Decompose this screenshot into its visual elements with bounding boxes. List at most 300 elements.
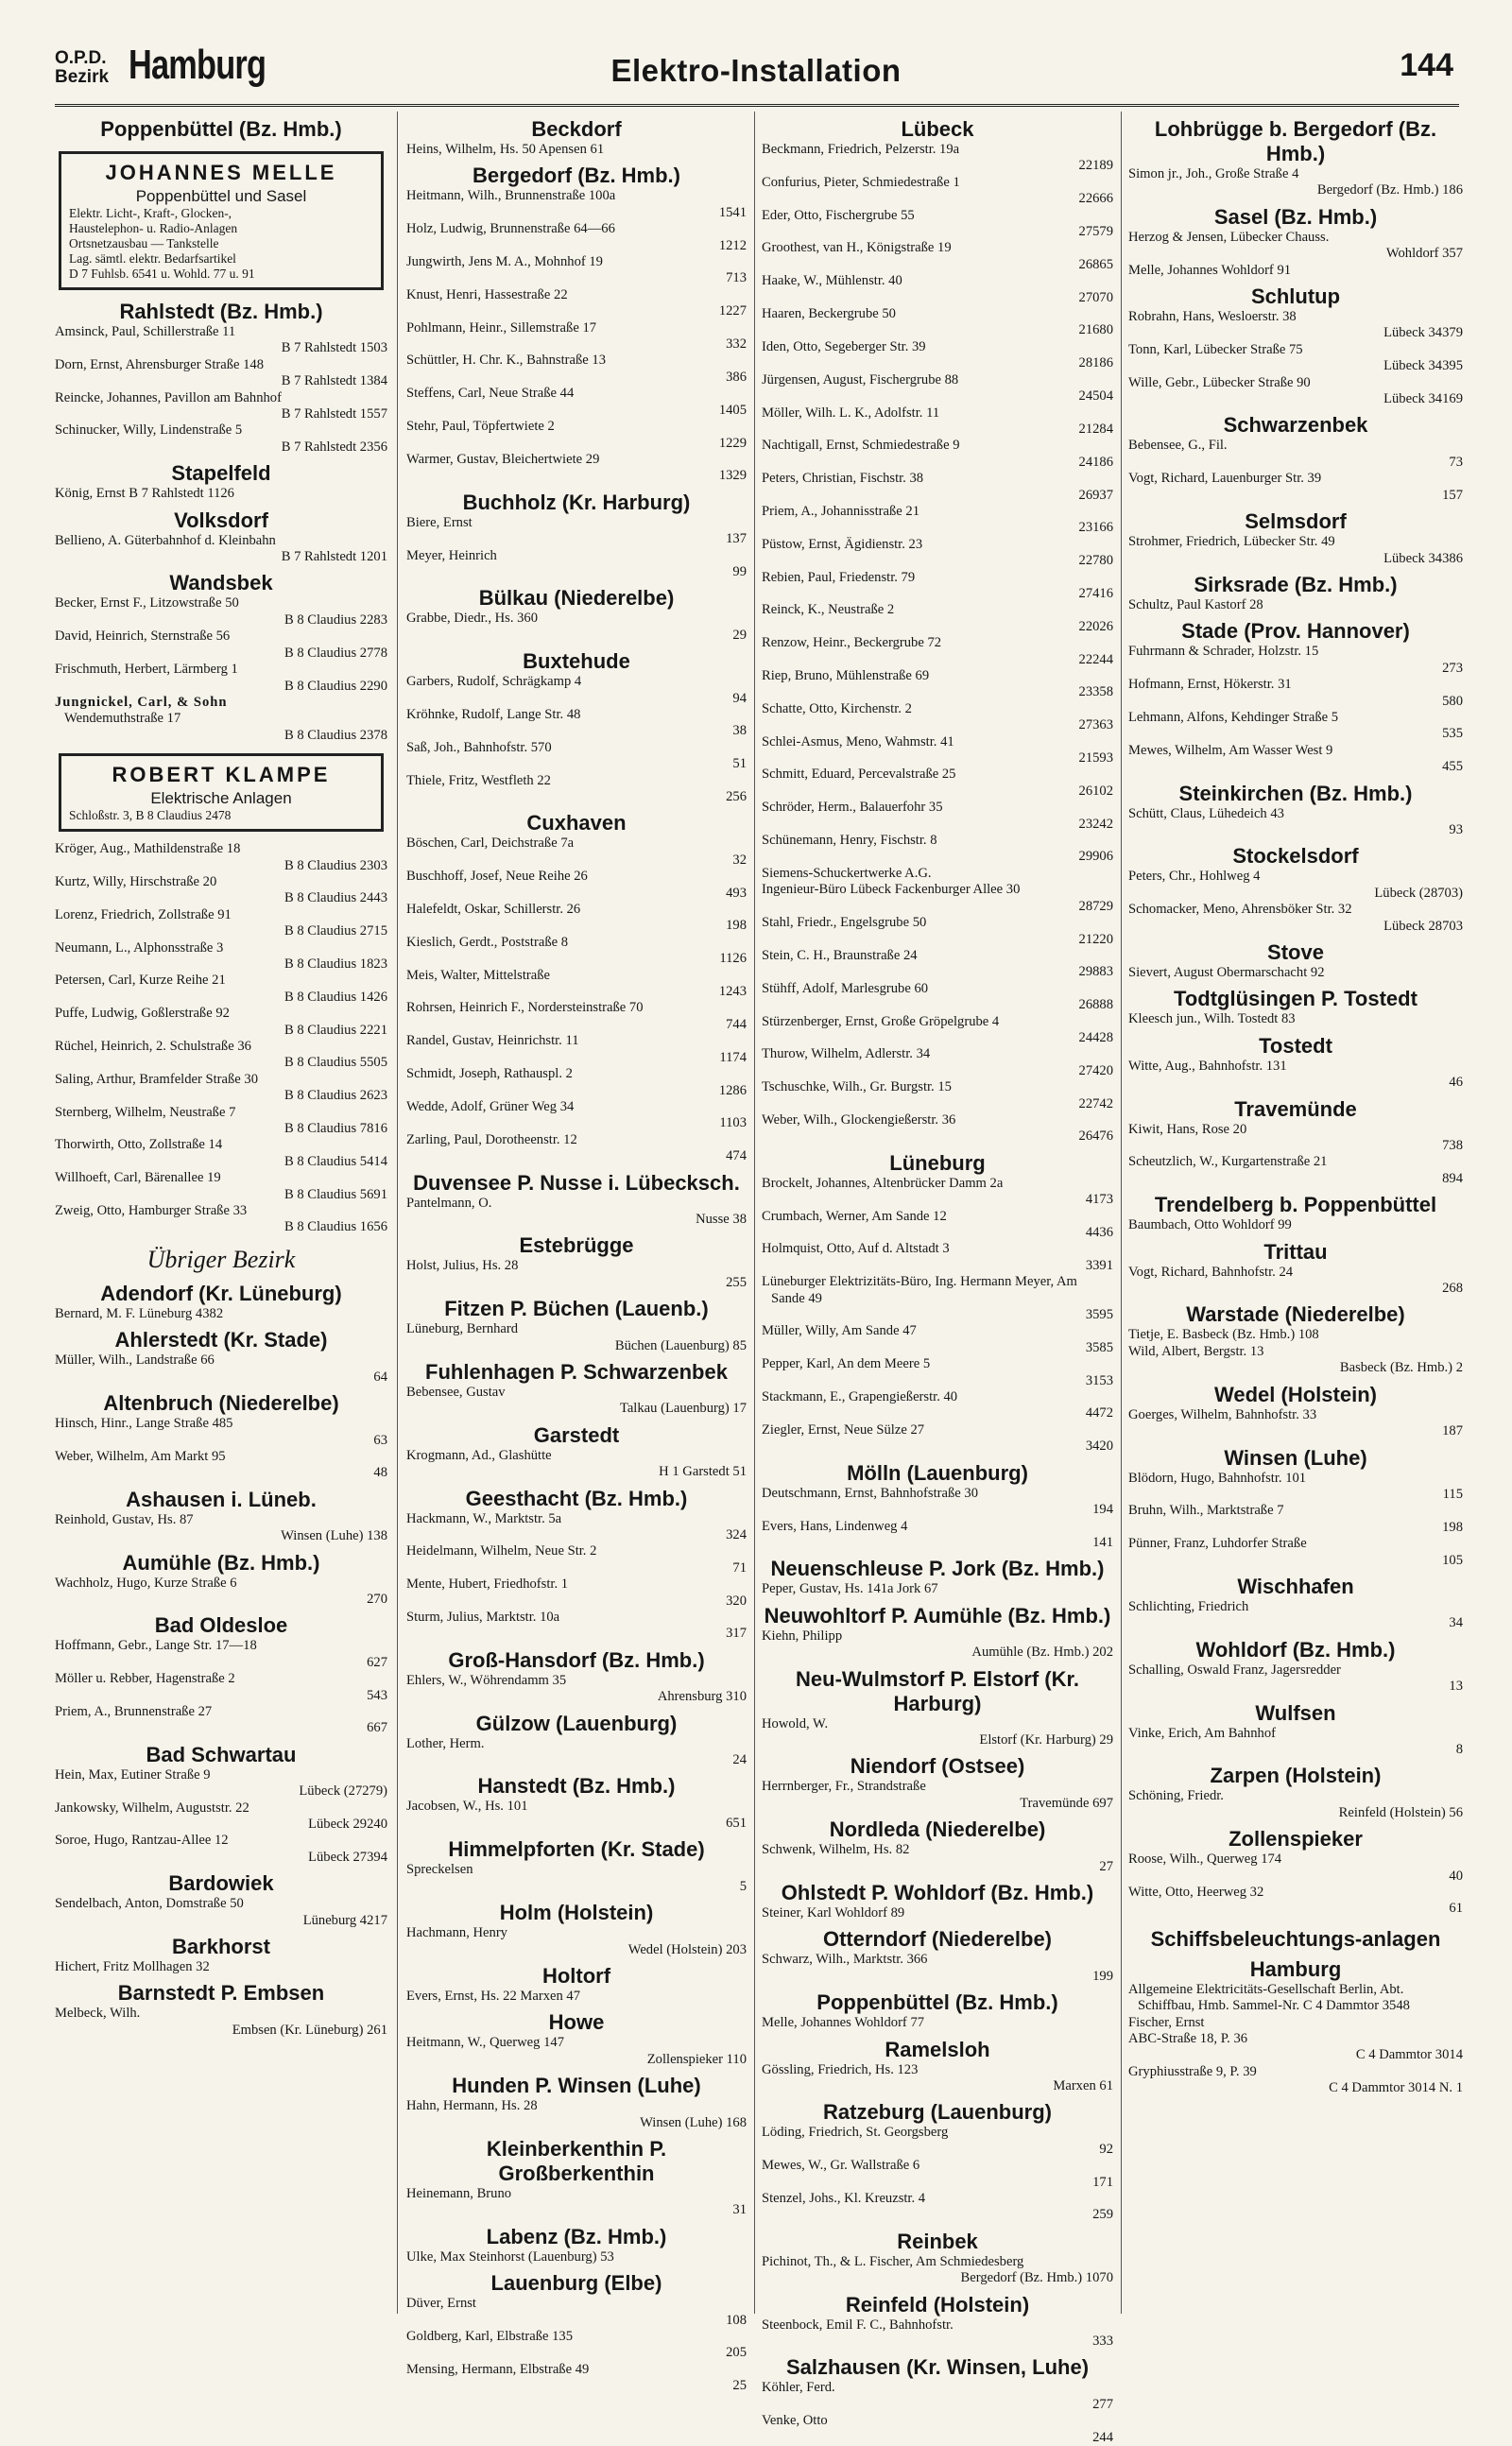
place-heading: Lauenburg (Elbe) <box>490 2271 662 2296</box>
entry-name: Zweig, Otto, Hamburger Straße 33 <box>55 1203 248 1219</box>
entry-name: Kiwit, Hans, Rose 20 <box>1128 1121 1247 1137</box>
column-2 <box>406 112 747 2394</box>
place-heading: Salzhausen (Kr. Winsen, Luhe) <box>785 2355 1090 2380</box>
list-item <box>762 1628 1113 1662</box>
list-item <box>762 1241 1113 1274</box>
entry-name: Zarling, Paul, Dorotheenstr. 12 <box>406 1131 577 1147</box>
entry-phone: Lübeck 34379 <box>1383 325 1463 341</box>
list-item <box>762 339 1113 372</box>
place-heading: Ramelsloh <box>885 2037 990 2061</box>
entry-phone: 27 <box>1099 1858 1113 1874</box>
entry-phone: 24428 <box>1078 1029 1113 1045</box>
entry-name: David, Heinrich, Sternstraße 56 <box>55 629 231 645</box>
entry-phone: 22244 <box>1078 651 1113 667</box>
advert-johannes-melle <box>59 151 384 290</box>
entry-phone: Wohldorf 357 <box>1385 246 1463 262</box>
entry-phone: 32 <box>732 852 747 868</box>
entry-name: Schalling, Oswald Franz, Jagersredder <box>1128 1662 1341 1678</box>
entry-phone: B 8 Claudius 1426 <box>284 989 387 1005</box>
entry-name: Becker, Ernst F., Litzowstraße 50 <box>55 595 239 612</box>
list-item <box>55 1800 387 1834</box>
entry-phone: 259 <box>1092 2207 1113 2223</box>
list-item <box>55 1512 387 1545</box>
entry-name: Dorn, Ernst, Ahrensburger Straße 148 <box>55 356 265 372</box>
entry-name: Kurtz, Willy, Hirschstraße 20 <box>55 873 217 889</box>
entry-name: Rohrsen, Heinrich F., Nordersteinstraße 70 <box>406 1000 644 1016</box>
entry-phone: 22780 <box>1078 553 1113 569</box>
list-item <box>1128 1885 1463 1918</box>
list-item <box>55 1416 387 1449</box>
place-list <box>762 117 1113 2446</box>
list-item <box>406 707 747 740</box>
entry-phone: 3153 <box>1085 1372 1113 1388</box>
list-item <box>1128 710 1463 743</box>
place-heading: Howe <box>548 2010 605 2035</box>
list-item <box>55 324 387 357</box>
entry-phone: B 8 Claudius 5505 <box>284 1055 387 1071</box>
entry-phone: Winsen (Luhe) 168 <box>640 2114 747 2130</box>
advert-line: Elektr. Licht-, Kraft-, Glocken-, <box>69 206 232 220</box>
entry-name: Fuhrmann & Schrader, Holzstr. 15 <box>1128 644 1319 660</box>
list-item <box>762 882 1113 915</box>
entry-phone: Büchen (Lauenburg) 85 <box>614 1337 747 1353</box>
place-list <box>406 117 747 2395</box>
entry-phone: Lübeck 34386 <box>1383 550 1463 566</box>
entry-name: ABC-Straße 18, P. 36 <box>1128 2031 1248 2047</box>
list-item <box>1128 263 1463 279</box>
place-heading: Trittau <box>1263 1239 1328 1264</box>
place-heading: Stockelsdorf <box>1232 844 1359 869</box>
entry-name: Melle, Johannes Wohldorf 77 <box>762 2015 925 2031</box>
list-item <box>55 422 387 456</box>
entry-phone: B 8 Claudius 2715 <box>284 923 387 939</box>
entry-phone: 713 <box>726 270 747 286</box>
entry-name: Steiner, Karl Wohldorf 89 <box>762 1904 905 1921</box>
entry-name: Amsinck, Paul, Schillerstraße 11 <box>55 324 236 339</box>
entry-name: Holst, Julius, Hs. 28 <box>406 1258 519 1274</box>
entry-phone: 21284 <box>1078 421 1113 437</box>
list-item <box>762 1079 1113 1112</box>
entry-name: Stahl, Friedr., Engelsgrube 50 <box>762 915 927 931</box>
place-list <box>1128 117 1463 1918</box>
entry-name: Peper, Gustav, Hs. 141a Jork 67 <box>762 1581 938 1597</box>
place-heading: Garstedt <box>533 1422 620 1447</box>
entry-name: Herzog & Jensen, Lübecker Chauss. <box>1128 229 1330 245</box>
entry-phone: 255 <box>726 1274 747 1290</box>
entry-name: Pantelmann, O. <box>406 1195 492 1211</box>
entry-phone: B 8 Claudius 2303 <box>284 857 387 873</box>
place-heading: Groß-Hansdorf (Bz. Hmb.) <box>448 1647 705 1672</box>
entry-phone: 40 <box>1449 1868 1463 1884</box>
entry-phone: 26102 <box>1078 783 1113 799</box>
entry-name: Thorwirth, Otto, Zollstraße 14 <box>55 1137 223 1153</box>
list-item <box>762 1112 1113 1145</box>
place-heading: Bergedorf (Bz. Hmb.) <box>472 164 680 188</box>
entry-name: Löding, Friedrich, St. Georgsberg <box>762 2125 949 2141</box>
list-item <box>406 1543 747 1576</box>
entry-name: Stein, C. H., Braunstraße 24 <box>762 947 918 963</box>
page-number: 144 <box>1400 47 1453 83</box>
section-subtitle: Übriger Bezirk <box>146 1245 296 1273</box>
entry-phone: B 8 Claudius 1656 <box>284 1219 387 1235</box>
place-heading: Adendorf (Kr. Lüneburg) <box>100 1281 342 1305</box>
place-heading: Barkhorst <box>172 1935 270 1959</box>
list-item <box>1128 1407 1463 1440</box>
list-item <box>55 1170 387 1203</box>
list-item <box>762 1014 1113 1047</box>
list-item <box>55 1072 387 1105</box>
list-item <box>762 471 1113 504</box>
entry-address: Wendemuthstraße 17 <box>64 711 181 727</box>
advert-sub: Elektrische Anlagen <box>150 789 292 808</box>
entry-phone: 1329 <box>718 468 747 484</box>
entry-phone: 333 <box>1092 2334 1113 2350</box>
entry-name: Reinhold, Gustav, Hs. 87 <box>55 1511 194 1527</box>
list-item <box>406 1258 747 1291</box>
entry-name: Stackmann, E., Grapengießerstr. 40 <box>762 1389 958 1405</box>
list-item <box>406 2296 747 2329</box>
list-item <box>762 1779 1113 1812</box>
entry-phone: 273 <box>1442 660 1463 676</box>
entry-phone: B 7 Rahlstedt 1557 <box>281 406 387 422</box>
list-item <box>762 635 1113 668</box>
place-heading: Wedel (Holstein) <box>1214 1382 1377 1406</box>
list-item <box>406 221 747 254</box>
place-heading: Mölln (Lauenburg) <box>847 1460 1028 1485</box>
list-item <box>1128 1265 1463 1298</box>
entry-name: Tonn, Karl, Lübecker Straße 75 <box>1128 341 1303 357</box>
list-item <box>55 940 387 973</box>
entry-phone: 744 <box>726 1016 747 1032</box>
entry-name: Heidelmann, Wilhelm, Neue Str. 2 <box>406 1543 597 1559</box>
entry-phone: 61 <box>1449 1901 1463 1917</box>
list-item <box>55 1767 387 1800</box>
entry-phone: 27579 <box>1078 224 1113 240</box>
list-item <box>1128 1662 1463 1696</box>
entry-name: Meyer, Heinrich <box>406 547 497 563</box>
list-item <box>1128 1327 1463 1343</box>
entry-phone: 474 <box>726 1148 747 1164</box>
entry-phone: 157 <box>1442 487 1463 503</box>
entry-name: Heinemann, Bruno <box>406 2185 512 2201</box>
entry-phone: 651 <box>726 1815 747 1831</box>
entry-phone: 34 <box>1449 1615 1463 1631</box>
list-item <box>55 1576 387 1609</box>
entry-phone: B 8 Claudius 7816 <box>284 1121 387 1137</box>
entry-name: Robrahn, Hans, Wesloerstr. 38 <box>1128 309 1297 325</box>
list-item <box>1128 965 1463 981</box>
entry-name: Kiehn, Philipp <box>762 1628 843 1644</box>
list-item <box>1128 806 1463 839</box>
entry-name: Sturm, Julius, Marktstr. 10a <box>406 1610 560 1626</box>
entry-phone: Aumühle (Bz. Hmb.) 202 <box>971 1645 1113 1661</box>
list-item <box>762 833 1113 866</box>
place-heading: Buxtehude <box>523 649 630 674</box>
entry-phone: 332 <box>726 336 747 353</box>
entry-name: Mensing, Hermann, Elbstraße 49 <box>406 2361 590 2377</box>
entry-phone: B 7 Rahlstedt 2356 <box>281 439 387 455</box>
list-item <box>762 142 1113 175</box>
entry-phone: 105 <box>1442 1552 1463 1568</box>
entry-name: Melle, Johannes Wohldorf 91 <box>1128 262 1292 278</box>
entry-name: Lehmann, Alfons, Kehdinger Straße 5 <box>1128 709 1339 725</box>
list-item <box>762 570 1113 603</box>
advert-line: D 7 Fuhlsb. 6541 u. Wohld. 77 u. 91 <box>69 267 255 281</box>
entry-phone: 71 <box>732 1559 747 1576</box>
list-item <box>406 419 747 452</box>
entry-name: Schwenk, Wilhelm, Hs. 82 <box>762 1842 910 1858</box>
entry-phone: Lüneburg 4217 <box>302 1912 387 1928</box>
entry-phone: C 4 Dammtor 3014 <box>1355 2047 1463 2063</box>
entry-name: Steenbock, Emil F. C., Bahnhofstr. <box>762 2317 954 2333</box>
list-item <box>406 353 747 386</box>
entry-name: Müller, Willy, Am Sande 47 <box>762 1323 917 1339</box>
entry-name: Venke, Otto <box>762 2413 828 2429</box>
entry-phone: Elstorf (Kr. Harburg) 29 <box>979 1731 1113 1748</box>
place-heading: Duvensee P. Nusse i. Lübecksch. <box>413 1170 740 1195</box>
entry-phone: 1212 <box>718 237 747 253</box>
list-item <box>1128 644 1463 677</box>
entry-phone: 64 <box>373 1369 387 1385</box>
place-heading: Neuenschleuse P. Jork (Bz. Hmb.) <box>770 1557 1105 1581</box>
entry-name: Deutschmann, Ernst, Bahnhofstraße 30 <box>762 1485 978 1501</box>
place-heading: Poppenbüttel (Bz. Hmb.) <box>100 117 342 141</box>
entry-phone: Lübeck 27394 <box>308 1849 387 1865</box>
entry-phone: 23242 <box>1078 816 1113 832</box>
place-heading: Wischhafen <box>1237 1574 1354 1598</box>
advert-line: Haustelephon- u. Radio-Anlagen <box>69 221 238 235</box>
entry-name: Mente, Hubert, Friedhofstr. 1 <box>406 1576 569 1593</box>
entry-name: Simon jr., Joh., Große Straße 4 <box>1128 166 1299 181</box>
entry-name: Scheutzlich, W., Kurgartenstraße 21 <box>1128 1154 1328 1170</box>
entry-phone: 22189 <box>1078 158 1113 174</box>
entry-name: Haake, W., Mühlenstr. 40 <box>762 273 902 289</box>
place-heading: Nordleda (Niederelbe) <box>829 1817 1046 1842</box>
entry-name: Saling, Arthur, Bramfelder Straße 30 <box>55 1071 259 1087</box>
entry-phone: 115 <box>1442 1486 1463 1502</box>
place-heading: Stove <box>1267 940 1324 964</box>
entry-name: Garbers, Rudolf, Schrägkamp 4 <box>406 674 582 690</box>
entry-phone: B 8 Claudius 2221 <box>284 1022 387 1038</box>
entry-name: Witte, Aug., Bahnhofstr. 131 <box>1128 1058 1287 1074</box>
entry-name: Brockelt, Johannes, Altenbrücker Damm 2a <box>762 1175 1004 1191</box>
entry-phone: 92 <box>1099 2141 1113 2157</box>
list-item <box>1128 2015 1463 2031</box>
directory-columns <box>55 112 1463 2445</box>
entry-phone: Bergedorf (Bz. Hmb.) 186 <box>1316 182 1463 198</box>
entry-name: Kieslich, Gerdt., Poststraße 8 <box>406 934 569 950</box>
list-item <box>1128 471 1463 504</box>
entry-phone: B 8 Claudius 2283 <box>284 612 387 628</box>
entry-list <box>55 841 387 1236</box>
list-item <box>762 1486 1113 1519</box>
entry-name: Haaren, Beckergrube 50 <box>762 306 896 322</box>
place-heading: Niendorf (Ostsee) <box>850 1754 1025 1779</box>
entry-name: Knust, Henri, Hassestraße 22 <box>406 286 568 302</box>
list-item <box>762 2380 1113 2413</box>
entry-name: Kröger, Aug., Mathildenstraße 18 <box>55 841 241 857</box>
entry-list <box>55 324 387 456</box>
entry-phone: 3595 <box>1085 1307 1113 1323</box>
list-item <box>55 1352 387 1386</box>
place-heading: Sirksrade (Bz. Hmb.) <box>1194 572 1398 596</box>
entry-phone: Lübeck (27279) <box>299 1783 387 1800</box>
entry-name: Schüttler, H. Chr. K., Bahnstraße 13 <box>406 353 606 369</box>
list-item <box>762 800 1113 833</box>
list-item <box>1128 1344 1463 1377</box>
entry-name: Vinke, Erich, Am Bahnhof <box>1128 1725 1276 1741</box>
list-item <box>406 1576 747 1610</box>
list-item <box>406 188 747 221</box>
entry-phone: 1243 <box>718 984 747 1000</box>
list-item <box>55 907 387 940</box>
list-item: König, Ernst B 7 Rahlstedt 1126 <box>55 486 234 502</box>
list-item <box>406 935 747 968</box>
entry-phone: 1541 <box>718 204 747 220</box>
place-heading: Zarpen (Holstein) <box>1210 1764 1382 1788</box>
list-item <box>762 1356 1113 1389</box>
column-4 <box>1128 112 1463 2314</box>
list-item <box>1128 1503 1463 1536</box>
entry-name: Evers, Ernst, Hs. 22 Marxen 47 <box>406 1988 581 2004</box>
list-item <box>762 175 1113 208</box>
entry-name: Wedde, Adolf, Grüner Weg 34 <box>406 1098 575 1114</box>
entry-phone: Lübeck 34169 <box>1383 391 1463 407</box>
place-heading: Volksdorf <box>174 508 268 532</box>
list-item <box>406 835 747 869</box>
entry-name: Lorenz, Friedrich, Zollstraße 91 <box>55 906 232 922</box>
column-divider <box>1121 112 1122 2314</box>
entry-name: Nachtigall, Ernst, Schmiedestraße 9 <box>762 438 960 454</box>
place-heading: Fitzen P. Büchen (Lauenb.) <box>444 1297 709 1321</box>
list-item <box>1128 1154 1463 1187</box>
entry-phone: Lübeck 28703 <box>1383 918 1463 934</box>
entry-phone: 27416 <box>1078 585 1113 601</box>
entry-name: Peters, Chr., Hohlweg 4 <box>1128 869 1261 885</box>
entry-phone: 141 <box>1092 1534 1113 1550</box>
advert-line: Lag. sämtl. elektr. Bedarfsartikel <box>69 251 236 266</box>
place-heading: Estebrügge <box>519 1233 634 1258</box>
entry-name: Hoffmann, Gebr., Lange Str. 17—18 <box>55 1638 257 1654</box>
entry-phone: B 8 Claudius 1823 <box>284 956 387 972</box>
entry-name: Lüneburg, Bernhard <box>406 1321 519 1337</box>
entry-name: Buschhoff, Josef, Neue Reihe 26 <box>406 869 588 885</box>
entry-name: Sievert, August Obermarschacht 92 <box>1128 965 1325 980</box>
entry-name: Düver, Ernst <box>406 2296 476 2312</box>
entry-phone: 27420 <box>1078 1062 1113 1078</box>
entry-phone: 270 <box>367 1591 387 1607</box>
entry-name: Stenzel, Johs., Kl. Kreuzstr. 4 <box>762 2191 926 2207</box>
list-item <box>406 1000 747 1033</box>
place-heading: Hamburg <box>1249 1956 1342 1981</box>
place-heading: Geesthacht (Bz. Hmb.) <box>465 1486 688 1510</box>
entry-phone: 244 <box>1092 2429 1113 2445</box>
list-item <box>406 1099 747 1132</box>
list-item <box>406 1925 747 1958</box>
entry-phone: 198 <box>1442 1519 1463 1535</box>
list-item <box>406 2249 747 2265</box>
entry-phone: 94 <box>732 690 747 706</box>
entry-list <box>55 595 387 694</box>
entry-name: Sendelbach, Anton, Domstraße 50 <box>55 1896 244 1912</box>
list-item <box>406 2098 747 2131</box>
list-item <box>55 1006 387 1039</box>
list-item <box>762 767 1113 800</box>
entry-phone: 493 <box>726 885 747 901</box>
list-item <box>762 2015 1113 2031</box>
entry-name: Crumbach, Werner, Am Sande 12 <box>762 1208 947 1224</box>
place-heading: Beckdorf <box>531 117 622 141</box>
list-item <box>1128 597 1463 613</box>
entry-phone: 194 <box>1092 1502 1113 1518</box>
entry-name: Melbeck, Wilh. <box>55 2006 141 2022</box>
list-item <box>406 515 747 548</box>
list-item <box>55 390 387 423</box>
place-heading: Himmelpforten (Kr. Stade) <box>448 1837 705 1862</box>
list-item <box>1128 2064 1463 2097</box>
list-item <box>55 1704 387 1737</box>
list-item <box>406 1610 747 1643</box>
entry-name: Möller u. Rebber, Hagenstraße 2 <box>55 1671 235 1687</box>
list-item <box>55 1039 387 1072</box>
entry-name: Howold, W. <box>762 1715 829 1731</box>
place-heading: Kleinberkenthin P. Großberkenthin <box>486 2136 667 2185</box>
entry-phone: Lübeck 34395 <box>1383 358 1463 374</box>
entry-phone: 187 <box>1442 1423 1463 1439</box>
entry-phone: Nusse 38 <box>696 1211 747 1227</box>
entry-name: Jungnickel, Carl, & Sohn <box>55 694 228 710</box>
list-item <box>762 1274 1113 1323</box>
entry-name: Witte, Otto, Heerweg 32 <box>1128 1885 1264 1900</box>
entry-name: Goldberg, Karl, Elbstraße 135 <box>406 2328 574 2344</box>
entry-phone: 137 <box>726 531 747 547</box>
entry-name: Hachmann, Henry <box>406 1925 507 1941</box>
list-item <box>762 1952 1113 1985</box>
entry-phone: 205 <box>726 2345 747 2361</box>
entry-name: Stühff, Adolf, Marlesgrube 60 <box>762 980 929 996</box>
entry-phone: 24186 <box>1078 454 1113 470</box>
list-item <box>762 2158 1113 2191</box>
entry-name: Heins, Wilhelm, Hs. 50 Apensen 61 <box>406 142 605 157</box>
list-item <box>1128 375 1463 408</box>
place-heading: Ratzeburg (Lauenburg) <box>823 2100 1052 2125</box>
entry-phone: B 7 Rahlstedt 1384 <box>281 373 387 389</box>
entry-phone: Reinfeld (Holstein) 56 <box>1338 1804 1463 1820</box>
schiffs-heading: Schiffsbeleuchtungs-anlagen <box>1150 1926 1441 1951</box>
list-item <box>55 357 387 390</box>
entry-phone: 543 <box>367 1687 387 1703</box>
entry-name: Stürzenberger, Ernst, Große Gröpelgrube 4 <box>762 1013 1000 1029</box>
list-item <box>406 1066 747 1099</box>
entry-phone: 8 <box>1455 1741 1463 1757</box>
entry-name: Müller, Wilh., Landstraße 66 <box>55 1352 215 1369</box>
advert-line: Ortsnetzausbau — Tankstelle <box>69 236 219 250</box>
entry-name: Spreckelsen <box>406 1862 473 1878</box>
list-item <box>1128 1217 1463 1233</box>
entry-name: Schlichting, Friedrich <box>1128 1598 1249 1614</box>
place-heading: Aumühle (Bz. Hmb.) <box>122 1550 320 1575</box>
list-item <box>406 1448 747 1481</box>
list-item <box>55 533 387 566</box>
entry-name: Grabbe, Diedr., Hs. 360 <box>406 611 539 627</box>
place-heading: Altenbruch (Niederelbe) <box>103 1391 339 1416</box>
entry-phone: B 8 Claudius 5691 <box>284 1186 387 1202</box>
entry-name: Roose, Wilh., Querweg 174 <box>1128 1852 1282 1868</box>
list-item <box>1128 1788 1463 1821</box>
entry-name: Mewes, W., Gr. Wallstraße 6 <box>762 2158 920 2174</box>
list-item <box>406 254 747 287</box>
entry-name: Soroe, Hugo, Rantzau-Allee 12 <box>55 1833 229 1849</box>
